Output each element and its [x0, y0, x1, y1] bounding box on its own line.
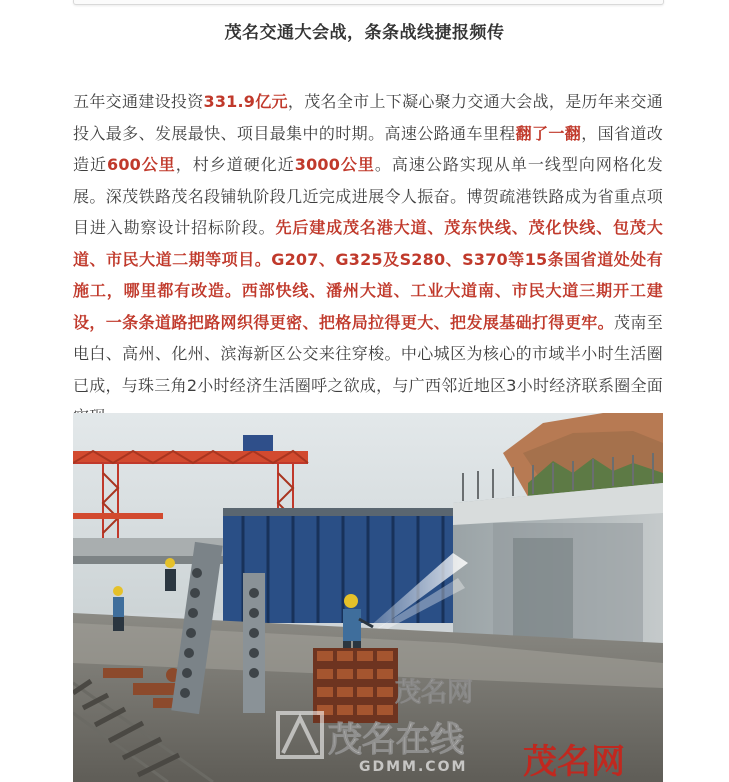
watermark-logo-text: 茂名网: [523, 742, 625, 782]
previous-card-edge: [73, 0, 664, 5]
highlighted-text-run: 翻了一翻: [515, 123, 582, 143]
text-run: 。高速公路实现从单一线型向网格化发展。深茂铁路茂名段铺轨阶段几近完成进展令人振奋。博贺疏港铁路成为省重点项目进入勘察设计招标阶段。: [73, 155, 664, 237]
watermark-main-text: 茂名在线: [328, 720, 464, 760]
text-run: ，村乡道硬化近: [175, 155, 295, 174]
watermark-url-text: GDMM.COM: [359, 759, 468, 775]
highlighted-text-run: 331.9亿元: [203, 92, 288, 111]
steel-stack: [313, 648, 398, 723]
construction-photo: [73, 413, 663, 782]
text-run: 茂南至电白、高州、化州、滨海新区公交来往穿梭。中心城区为核心的市域半小时生活圈已成，与珠三角2小时经济生活圈呼之欲成，与广西邻近地区3小时经济联系圈全面: [73, 312, 663, 395]
text-run: ，茂名全市上下凝心聚力交通大会战，是历年来交通投入最多、发展最快、项目最集中的时期。高速公路通车里程: [73, 92, 663, 143]
highlighted-text-run: 3000公里: [294, 155, 375, 174]
brand-logo-watermark: [523, 742, 625, 782]
text-run: 五年交通建设投资: [73, 92, 204, 111]
highlighted-text-run: 600公里: [107, 155, 176, 174]
highlighted-text-run: 先后建成茂名港大道、茂东快线、茂化快线、包茂大道、市民大道二期等项目。G207、G325及S280、S370等15条国省道处处有施工，哪里都有改造。西部快线、潘州大道、工业大道南、市民大道三期开工建设，一条条道路把路网织得更密、把格局拉得更大、把发展基础打得更牢。: [73, 218, 663, 332]
article-headline: 茂名交通大会战，条条战线捷报频传: [224, 23, 505, 43]
article-body: [73, 86, 663, 433]
text-run: ，国省道改造近: [73, 123, 663, 174]
watermark-top-text: 茂名网: [395, 678, 474, 708]
